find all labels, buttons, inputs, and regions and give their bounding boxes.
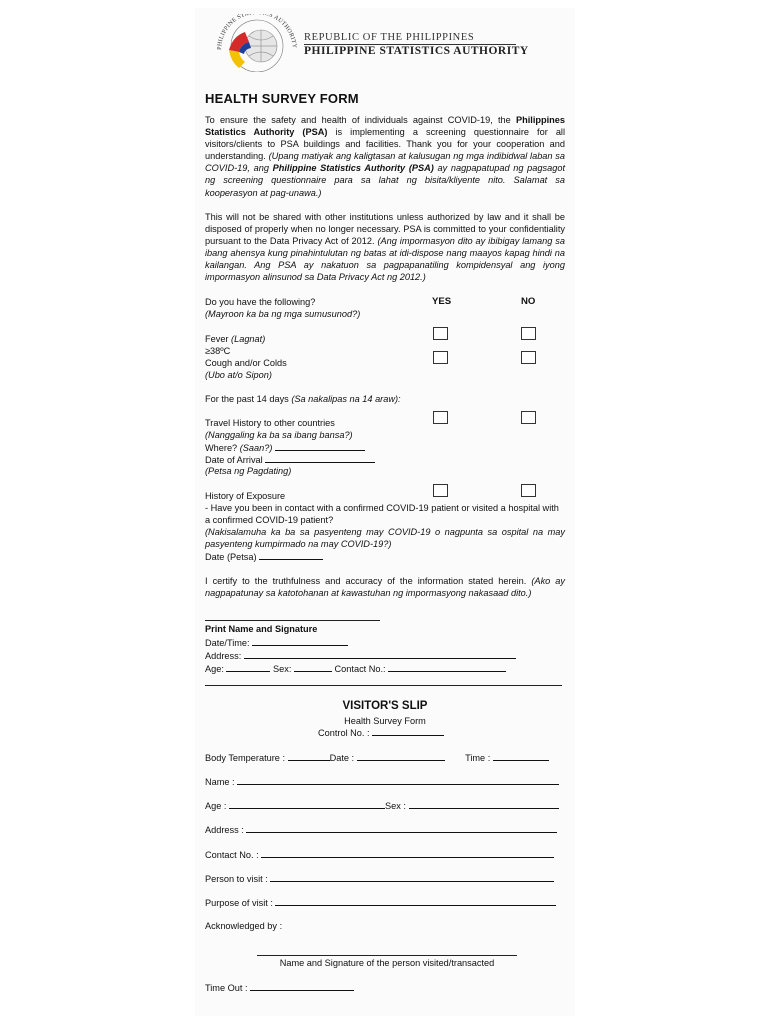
- form-title: HEALTH SURVEY FORM: [205, 91, 359, 106]
- arrival-field[interactable]: Date of Arrival: [205, 453, 375, 466]
- slip-purpose-row[interactable]: Purpose of visit :: [205, 896, 556, 909]
- exposure-date-field[interactable]: Date (Petsa): [205, 550, 323, 563]
- psa-logo: [211, 14, 301, 72]
- question-label: Do you have the following?: [205, 297, 316, 307]
- certify-text: I certify to the truthfulness and accuracy of the information stated herein. (Ako ay nagpapatunay sa katotohanan at kawastuhan ng impormasyong nakasaad dito.): [205, 576, 565, 599]
- republic-label: REPUBLIC OF THE PHILIPPINES: [304, 32, 475, 43]
- past14-label: For the past 14 days (Sa nakalipas na 14 araw):: [205, 394, 401, 404]
- slip-address-line[interactable]: [246, 823, 557, 833]
- where-field[interactable]: Where? (Saan?): [205, 441, 365, 454]
- address-line[interactable]: [244, 649, 516, 659]
- arrival-line[interactable]: [265, 453, 375, 463]
- travel-no-checkbox[interactable]: [521, 411, 536, 424]
- fever-no-checkbox[interactable]: [521, 327, 536, 340]
- no-header: NO: [521, 296, 536, 307]
- slip-age-line[interactable]: [229, 799, 385, 809]
- cough-yes-checkbox[interactable]: [433, 351, 448, 364]
- yes-header: YES: [432, 296, 452, 307]
- slip-contact-line[interactable]: [261, 848, 554, 858]
- slip-date-line[interactable]: [357, 751, 445, 761]
- print-name-label: Print Name and Signature: [205, 624, 318, 634]
- datetime-field[interactable]: Date/Time:: [205, 636, 348, 649]
- travel-yes-checkbox[interactable]: [433, 411, 448, 424]
- cough-label: Cough and/or Colds: [205, 358, 287, 368]
- slip-purpose-line[interactable]: [275, 896, 556, 906]
- privacy-paragraph: This will not be shared with other institutions unless authorized by law and it shall be disposed of properly when no longer necessary. PSA is committed to your confidentiality pursuant to the Data Privacy Act of 2012. (Ang impormasyon dito ay ibibigay lamang sa ibang ahensya kung pinahintulutan ng batas at idi-dispose nang maayos kapag hindi na kailangan. Ang PSA ay nakatuon sa pagpapanatiling kompidensyal ang iyong impormasyon alinsunod sa Data Privacy Act ng 2012.): [205, 212, 565, 283]
- travel-label: Travel History to other countries: [205, 418, 335, 428]
- fever-yes-checkbox[interactable]: [433, 327, 448, 340]
- exposure-yes-checkbox[interactable]: [433, 484, 448, 497]
- slip-name-row[interactable]: Name :: [205, 775, 559, 788]
- address-field[interactable]: Address:: [205, 649, 516, 662]
- slip-ack-label: Acknowledged by :: [205, 921, 283, 931]
- body-temp-line[interactable]: [288, 751, 330, 761]
- fever-label: Fever (Lagnat): [205, 334, 266, 344]
- slip-address-row[interactable]: Address :: [205, 823, 557, 836]
- agency-name: PHILIPPINE STATISTICS AUTHORITY: [304, 45, 529, 57]
- slip-time-line[interactable]: [493, 751, 549, 761]
- slip-signature-caption: Name and Signature of the person visited/transacted: [279, 958, 495, 968]
- section-divider: [205, 685, 562, 686]
- intro-paragraph: To ensure the safety and health of individuals against COVID-19, the Philippines Statistics Authority (PSA) is implementing a screening questionnaire for all visitors/clients to PSA buildings and facilities. Thank you for your cooperation and understanding. (Upang matiyak ang kaligtasan at kalusugan ng mga indibidwal laban sa COVID-19, ang Philippine Statistics Authority (PSA) ay nagpapatupad ng pagsagot ng screening questionnaire para sa lahat ng bisita/kliyente nito. Salamat sa kooperasyon at pag-unawa.): [205, 115, 566, 198]
- control-no-field[interactable]: Control No. :: [318, 726, 444, 739]
- slip-person-row[interactable]: Person to visit :: [205, 872, 554, 885]
- question-label-tl: (Mayroon ka ba ng mga sumusunod?): [205, 309, 361, 319]
- arrival-label-tl: (Petsa ng Pagdating): [205, 466, 292, 476]
- slip-person-line[interactable]: [270, 872, 554, 882]
- exposure-label: History of Exposure: [205, 491, 286, 501]
- travel-label-tl: (Nanggaling ka ba sa ibang bansa?): [205, 430, 353, 440]
- logo-arc-text: PHILIPPINE STA CS AUTHORITY: [216, 14, 298, 51]
- slip-sex-line[interactable]: [409, 799, 559, 809]
- age-line[interactable]: [226, 662, 270, 672]
- exposure-question: - Have you been in contact with a confirmed COVID-19 patient or visited a hospital with a confirmed COVID-19 patient?: [205, 503, 559, 526]
- slip-signature-line[interactable]: [257, 955, 517, 956]
- slip-contact-row[interactable]: Contact No. :: [205, 848, 554, 861]
- slip-age-sex-row[interactable]: Age : Sex :: [205, 799, 559, 812]
- fever-temp: ≥38ºC: [205, 346, 231, 356]
- cough-no-checkbox[interactable]: [521, 351, 536, 364]
- datetime-line[interactable]: [252, 636, 348, 646]
- slip-subtitle: Health Survey Form: [344, 716, 426, 726]
- slip-timeout-line[interactable]: [250, 981, 354, 991]
- signature-line[interactable]: [205, 620, 380, 621]
- slip-timeout-row[interactable]: Time Out :: [205, 981, 354, 994]
- exposure-no-checkbox[interactable]: [521, 484, 536, 497]
- where-line[interactable]: [275, 441, 365, 451]
- slip-title: VISITOR'S SLIP: [342, 700, 428, 712]
- contact-line[interactable]: [388, 662, 506, 672]
- exposure-question-tl: (Nakisalamuha ka ba sa pasyenteng may COVID-19 o nagpunta sa ospital na may pasyenteng kumpirmado na may COVID-19?): [205, 527, 565, 550]
- body-temp-row[interactable]: Body Temperature : Date : Time :: [205, 751, 549, 764]
- control-no-line[interactable]: [372, 726, 444, 736]
- sex-line[interactable]: [294, 662, 332, 672]
- age-sex-contact-row[interactable]: Age: Sex: Contact No.:: [205, 662, 506, 675]
- cough-label-tl: (Ubo at/o Sipon): [205, 370, 272, 380]
- exposure-date-line[interactable]: [259, 550, 323, 560]
- slip-name-line[interactable]: [237, 775, 559, 785]
